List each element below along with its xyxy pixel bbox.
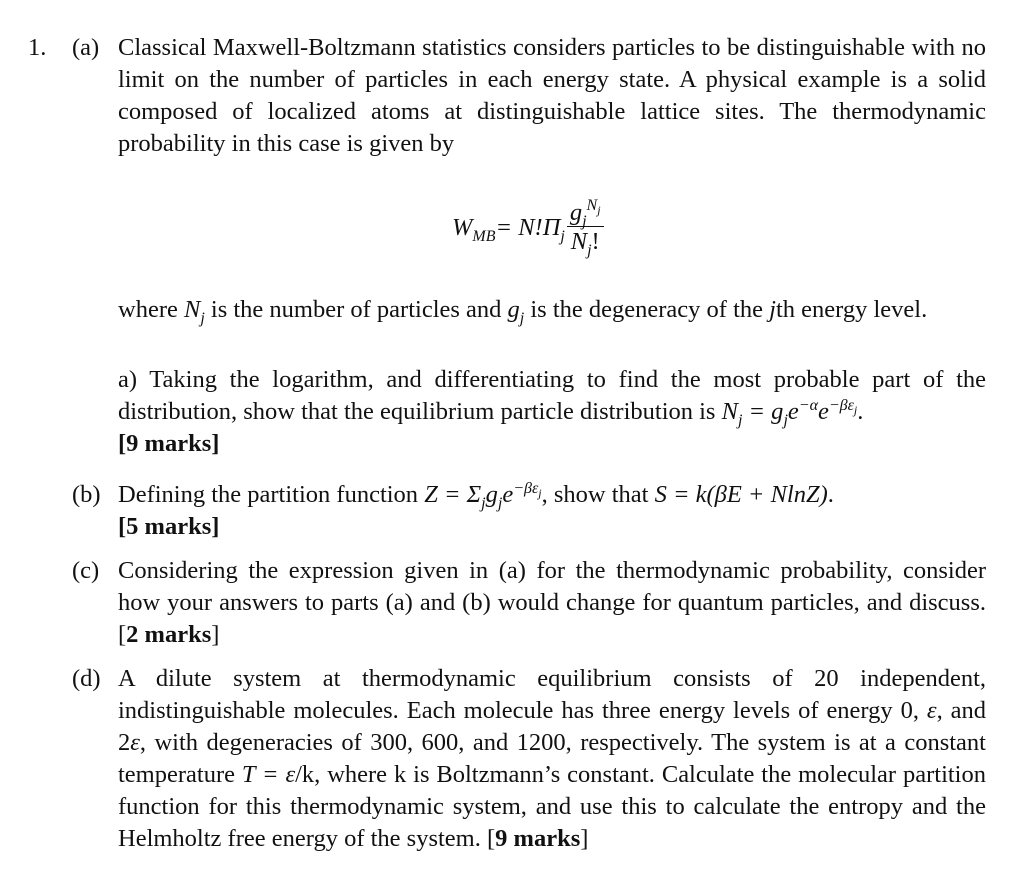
part-b: (b) Defining the partition function $Z = \Sigma_jg_je^{-\beta\varepsilon_j}$, show that S = k(βE + NlnZ). [5 marks] (72, 479, 834, 540)
entropy-equation: S = k(βE + NlnZ) (654, 481, 828, 508)
part-a-where: where $N_j$ is the number of particles and $g_j$ is the degeneracy of the jth energy level. (118, 296, 928, 327)
symbol-N-j: $N_j$ (183, 296, 205, 327)
part-a-subquestion: a) Taking the logarithm, and differentiating to find the most probable part of the distribution, show that the equilibrium particle distribution is $N_j = g_je^{-\alpha}e^{-\beta\varepsilon_j}$. [9 marks] (118, 366, 986, 457)
partition-function-equation: $Z = \Sigma_jg_je^{-\beta\varepsilon_j}$ (424, 479, 542, 512)
part-c: (c) Considering the expression given in (a) for the thermodynamic probability, consider how your answers to parts (a) and (b) would change for quantum particles, and discuss. [2 marks] (72, 557, 986, 648)
part-d: (d) A dilute system at thermodynamic equilibrium consists of 20 independent, indistinguishable molecules. Each molecule has three energy levels of energy 0, ε, and 2ε, with degeneracies of 300, 600, and 1200, respectively. The system is at a constant temperature T = ε/k, where k is Boltzmann’s constant. Calculate the molecular partition function for this thermodynamic system, and use this to calculate the entropy and the Helmholtz free energy of the system. [9 marks] (72, 665, 986, 852)
part-a-text: Classical Maxwell-Boltzmann statistics considers particles to be distinguishable with no limit on the number of particles in each energy state. A physical example is a solid composed of localized atoms at distinguishable lattice sites. The thermodynamic probability in this case is given by (118, 34, 986, 157)
eq-fraction-numerator: $g_j^{N_j}$ (567, 200, 604, 227)
eq-rhs-prefix: = $N!\Pi_j$ (495, 214, 565, 245)
thermodynamic-probability-equation (452, 188, 604, 268)
eq-fraction-denominator: $N_j$! (570, 227, 600, 259)
symbol-j: j (769, 296, 776, 323)
part-d-label: (d) (72, 665, 101, 692)
part-b-marks: [5 marks] (118, 513, 220, 540)
eq-fraction (567, 197, 604, 259)
part-d-marks: [9 marks] (486, 825, 589, 852)
part-a-intro (72, 32, 986, 160)
question-number: 1. (28, 34, 47, 61)
equilibrium-distribution-equation: $N_j = g_je^{-\alpha}e^{-\beta\varepsilon_j}$ (721, 396, 858, 429)
symbol-g-j: $g_j$ (507, 296, 525, 327)
part-b-label: (b) (72, 481, 101, 508)
temperature-equation: T = ε/k (241, 761, 315, 788)
part-c-marks: [2 marks] (118, 621, 220, 648)
part-a-label: (a) (72, 34, 100, 61)
part-c-label: (c) (72, 557, 100, 584)
part-a-marks: [9 marks] (118, 430, 220, 457)
eq-lhs: $W_{MB}$ (452, 214, 496, 245)
